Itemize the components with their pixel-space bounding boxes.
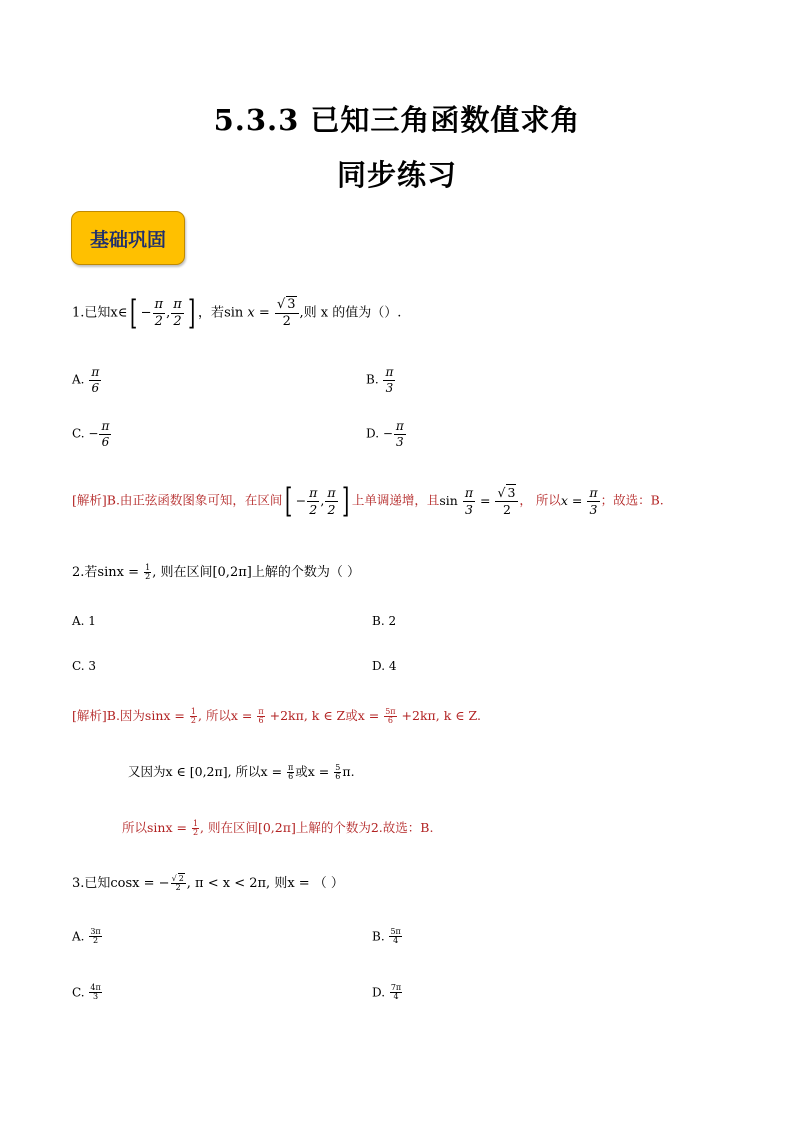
q3-option-d[interactable]: D. $\frac{7\pi}{4}$ [372,983,402,1002]
fraction: $\frac{\pi}{2}$ [173,296,182,329]
page-subtitle: 同步练习 [336,158,457,192]
q1-solution: [解析]B.由正弦函数图象可知，在区间[ − $\frac{\pi}{2}$ , $\frac{\pi}{2}$ ] 上单调递增，且sin $\frac{\pi}{3}$ = $\frac{√ 3}{2}$ ， 所以x = $\frac{\pi}{3}$ ；故选：B. [72,481,664,521]
q3-option-c[interactable]: C. $\frac{4\pi}{3}$ [72,983,101,1002]
q1-option-d[interactable]: D. − $\frac{\pi}{3}$ [366,419,404,449]
q1-cond: ，若 [198,305,225,321]
fraction: $\frac{√ 3}{2}$ [275,298,299,328]
question-3: 3.已知cosx = − $\frac{√ 2}{2}$ , π < x < 2π, 则x = （ ） [72,873,344,892]
q2-solution-line-1: [解析]B.因为sinx = $\frac{1}{2}$ , 所以x = $\frac{\pi}{6}$ +2kπ, k ∈ Z或x = $\frac{5\pi}{6}$ +2kπ, k ∈ Z. [72,706,481,725]
q2-option-d[interactable]: D. 4 [372,659,397,673]
q1-sin: sin [224,305,244,321]
page-title: 5.3.3 已知三角函数值求角 [213,103,581,137]
q1-option-c[interactable]: C. − $\frac{\pi}{6}$ [72,419,110,449]
q1-tail: ,则 x 的值为（）. [299,305,402,321]
bracket-open: [ [130,293,138,333]
q2-option-a[interactable]: A. 1 [72,614,96,628]
q2-solution-line-3: 所以sinx = $\frac{1}{2}$ , 则在区间[0,2π]上解的个数为2.故选：B. [122,818,434,837]
q1-option-b[interactable]: B. $\frac{\pi}{3}$ [366,365,394,395]
section-badge-label: 基础巩固 [89,229,166,251]
q1-prefix: 1.已知 [72,305,111,321]
q1-option-a[interactable]: A. $\frac{\pi}{6}$ [72,365,100,395]
q3-option-a[interactable]: A. $\frac{3\pi}{2}$ [72,927,101,946]
q2-option-b[interactable]: B. 2 [372,614,397,628]
q2-option-c[interactable]: C. 3 [72,659,97,673]
section-badge [71,211,185,265]
q1-var: x∈ [110,305,128,321]
question-2: 2.若sinx = $\frac{1}{2}$ , 则在区间[0,2π]上解的个数为（ ） [72,562,360,581]
q1-eq: = [258,305,270,321]
q1-x: x [247,305,255,321]
bracket-close: ] [187,293,196,333]
question-1: 1.已知x∈[ − $\frac{\pi}{2}$ , $\frac{\pi}{2}$ ] ，若sin x = $\frac{√ 3}{2}$ ,则 x 的值为（）. [72,293,402,333]
q3-option-b[interactable]: B. $\frac{5\pi}{4}$ [372,927,401,946]
q2-solution-line-2: 又因为x ∈ [0,2π], 所以x = $\frac{\pi}{6}$ 或x = $\frac{5}{6}$ π. [128,762,355,781]
fraction: $\frac{\pi}{2}$ [154,296,164,329]
